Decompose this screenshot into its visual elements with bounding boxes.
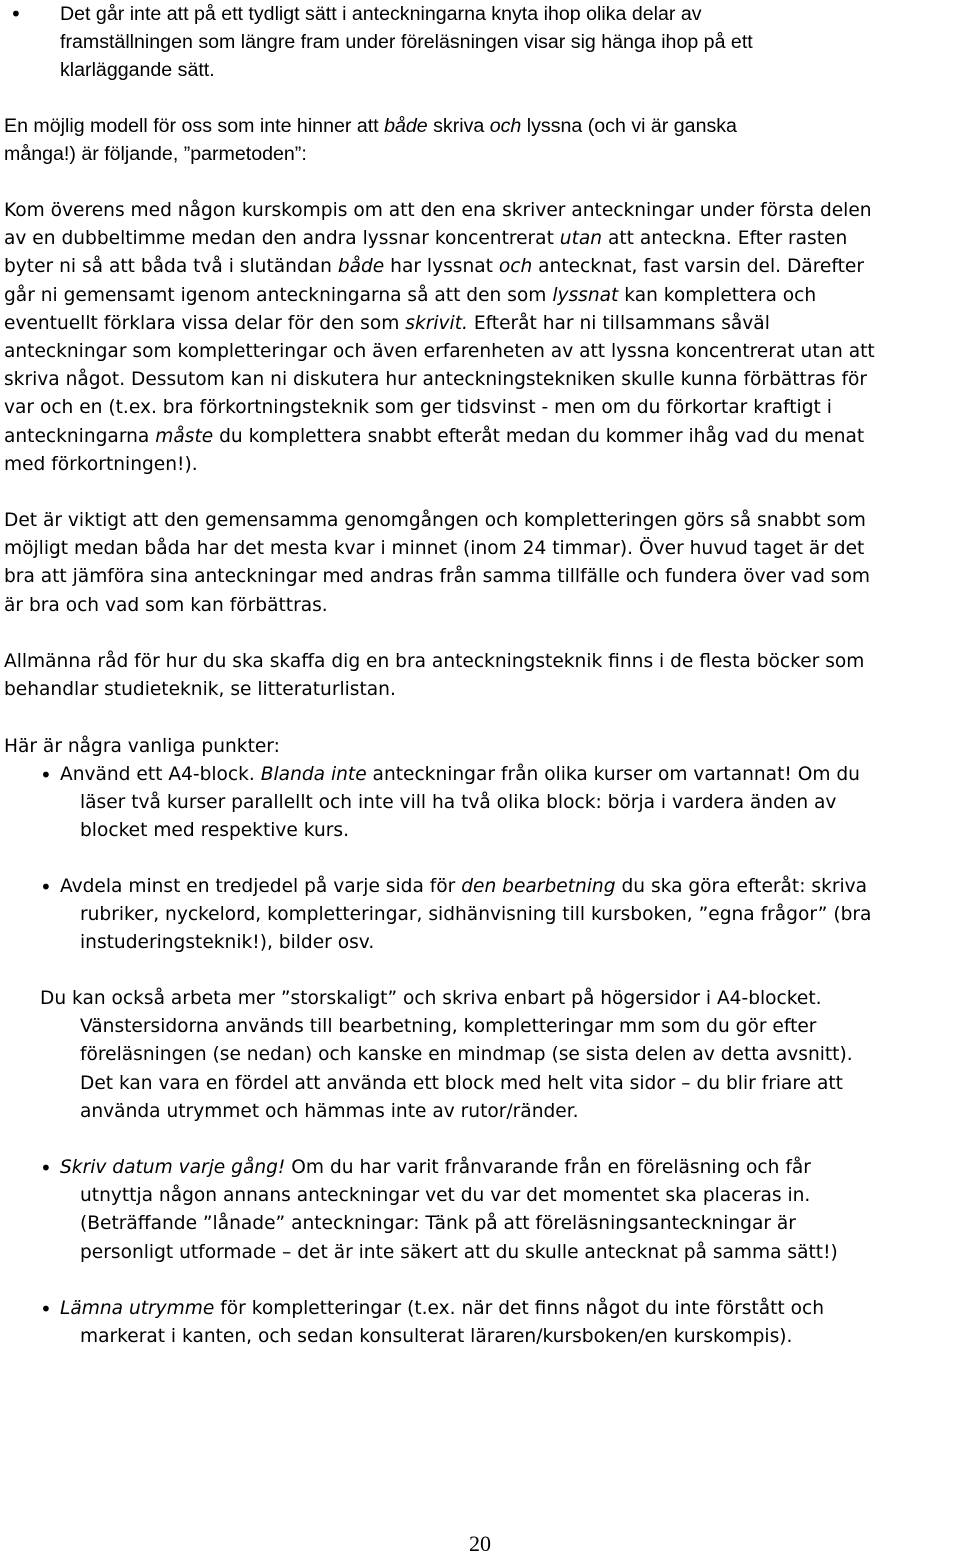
points-heading [4, 733, 280, 761]
text-line: instuderingsteknik!), bilder osv. [80, 932, 375, 954]
page-number: 20 [469, 1531, 491, 1556]
text-line: Det är viktigt att den gemensamma genomgången och kompletteringen görs så snabbt som [4, 510, 866, 531]
text-line: Kom överens med någon kurskompis om att den ena skriver anteckningar under första delen [4, 200, 872, 221]
bullet-text-intro [60, 0, 753, 85]
bullet-text-third [60, 873, 871, 958]
text-line: behandlar studieteknik, se litteraturlistan. [4, 679, 396, 701]
text-line: möjligt medan båda har det mesta kvar i minnet (inom 24 timmar). Över huvud taget är det [4, 538, 865, 560]
text-line: med förkortningen!). [4, 453, 198, 475]
bullet-marker: • [40, 1297, 52, 1321]
text-line: Det kan vara en fördel att använda ett block med helt vita sidor – du blir friare att [80, 1072, 843, 1094]
paragraph-general [4, 648, 864, 704]
text-line: Använd ett A4-block. Blanda inte anteckningar från olika kurser om vartannat! Om du [60, 764, 860, 785]
text-line: Här är några vanliga punkter: [4, 736, 280, 757]
text-line: använda utrymmet och hämmas inte av rutor/ränder. [80, 1100, 579, 1122]
text-line: En möjlig modell för oss som inte hinner att både skriva och lyssna (och vi är ganska [4, 115, 737, 137]
text-line: bra att jämföra sina anteckningar med andras från samma tillfälle och fundera över vad som [4, 566, 870, 588]
bullet-text-a4 [60, 761, 860, 846]
bullet-text-date [60, 1154, 838, 1267]
bullet-marker: • [10, 2, 22, 26]
bullet-marker: • [40, 1156, 52, 1180]
text-line: rubriker, nyckelord, kompletteringar, sidhänvisning till kursboken, ”egna frågor” (bra [80, 904, 872, 926]
text-line: anteckningarna måste du komplettera snabbt efteråt medan du kommer ihåg vad du menat [4, 425, 865, 447]
text-line: av en dubbeltimme medan den andra lyssnar koncentrerat utan att anteckna. Efter rasten [4, 228, 848, 250]
text-line: Du kan också arbeta mer ”storskaligt” och skriva enbart på högersidor i A4-blocket. [40, 988, 822, 1009]
text-line: framställningen som längre fram under föreläsningen visar sig hänga ihop på ett [60, 31, 753, 54]
text-line: klarläggande sätt. [60, 59, 215, 82]
text-line: utnyttja någon annans anteckningar vet du var det momentet ska placeras in. [80, 1185, 811, 1207]
text-line: föreläsningen (se nedan) och kanske en mindmap (se sista delen av detta avsnitt). [80, 1044, 853, 1066]
text-line: personligt utformade – det är inte säkert att du skulle antecknat på samma sätt!) [80, 1241, 838, 1263]
text-line: blocket med respektive kurs. [80, 820, 349, 842]
text-line: går ni gemensamt igenom anteckningarna så att den som lyssnat kan komplettera och [4, 284, 817, 306]
text-line: Allmänna råd för hur du ska skaffa dig en bra anteckningsteknik finns i de flesta böcker som [4, 651, 865, 672]
text-line: Avdela minst en tredjedel på varje sida för den bearbetning du ska göra efteråt: skriva [60, 876, 868, 897]
paragraph-method [4, 197, 875, 479]
bullet-text-space [60, 1295, 824, 1351]
text-line: anteckningar som kompletteringar och även erfarenheten av att lyssna koncentrerat utan att [4, 340, 875, 362]
bullet-marker: • [40, 875, 52, 899]
text-line: skriva något. Dessutom kan ni diskutera hur anteckningstekniken skulle kunna förbättras för [4, 369, 868, 391]
text-line: byter ni så att båda två i slutändan både har lyssnat och antecknat, fast varsin del. Därefter [4, 256, 864, 278]
text-line: Det går inte att på ett tydligt sätt i anteckningarna knyta ihop olika delar av [60, 3, 702, 25]
text-line: markerat i kanten, och sedan konsulterat läraren/kursboken/en kurskompis). [80, 1326, 793, 1348]
text-line: (Beträffande ”lånade” anteckningar: Tänk på att föreläsningsanteckningar är [80, 1213, 796, 1235]
text-line: Lämna utrymme för kompletteringar (t.ex. när det finns något du inte förstått och [60, 1298, 825, 1319]
text-line: Skriv datum varje gång! Om du har varit frånvarande från en föreläsning och får [60, 1157, 811, 1178]
text-line: många!) är följande, ”parmetoden”: [4, 143, 307, 166]
text-line: var och en (t.ex. bra förkortningsteknik som ger tidsvinst - men om du förkortar kraftigt i [4, 397, 832, 419]
bullet-marker: • [40, 763, 52, 787]
paragraph-model [4, 112, 737, 168]
paragraph-large-scale [40, 985, 853, 1126]
text-line: Vänstersidorna används till bearbetning, kompletteringar mm som du gör efter [80, 1016, 817, 1038]
text-line: läser två kurser parallellt och inte vill ha två olika block: börja i vardera änden av [80, 792, 837, 814]
paragraph-important [4, 507, 870, 620]
text-line: eventuellt förklara vissa delar för den som skrivit. Efteråt har ni tillsammans såväl [4, 312, 770, 334]
text-line: är bra och vad som kan förbättras. [4, 594, 328, 616]
